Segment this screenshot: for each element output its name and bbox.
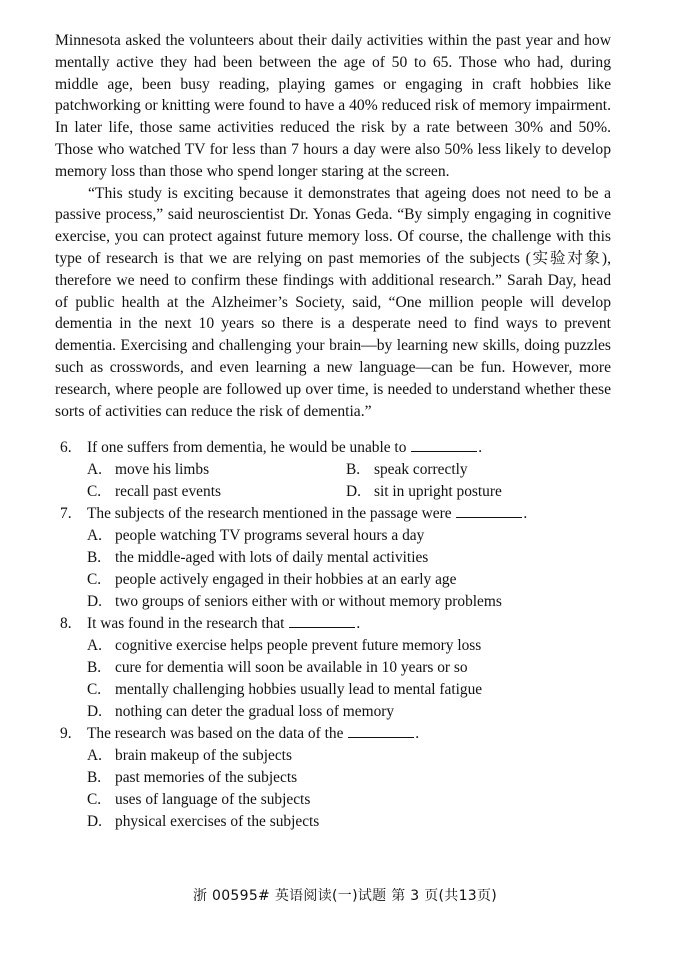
question-number: 8.: [60, 615, 72, 633]
page-footer: 浙 00595# 英语阅读(一)试题 第 3 页(共13页): [192, 888, 498, 904]
option-c: [87, 481, 346, 503]
option-text: cognitive exercise helps people prevent future memory loss: [115, 637, 482, 655]
option-text: two groups of seniors either with or without memory problems: [115, 593, 502, 611]
question-stem: [55, 437, 611, 459]
option-text: cure for dementia will soon be available in 10 years or so: [115, 659, 468, 677]
option-text: move his limbs: [115, 461, 210, 479]
option-letter: C.: [87, 791, 102, 809]
option-text: brain makeup of the subjects: [115, 747, 292, 765]
option-letter: D.: [87, 813, 102, 831]
option-b: [346, 459, 605, 481]
question-list: [55, 437, 611, 833]
question-8: [55, 613, 611, 723]
answer-blank: [289, 613, 355, 628]
passage-paragraph-2: “This study is exciting because it demonstrates that ageing does not need to be a passive process,” said neuroscientist Dr. Yonas Geda. “By simply engaging in cognitive exercise, you can protect against future memory loss. Of course, the challenge with this type of research is that we are relying on past memories of the subjects (实验对象), therefore we need to confirm these findings with additional research.” Sarah Day, head of public health at the Alzheimer’s Society, said, “One million people will develop dementia in the next 10 years so there is a desperate need to find ways to prevent dementia. Exercising and challenging your brain—by learning new skills, doing puzzles such as crosswords, and even learning a new language—can be fun. However, more research, where people are followed up over time, is needed to understand whether these sorts of activities can reduce the risk of dementia.”: [55, 184, 611, 420]
option-letter: B.: [87, 769, 102, 787]
question-text-end: .: [478, 439, 483, 457]
question-text-end: .: [415, 725, 420, 743]
option-a: [55, 635, 611, 657]
question-text-end: .: [523, 505, 528, 523]
option-c: [55, 679, 611, 701]
question-number: 9.: [60, 725, 72, 743]
answer-blank: [348, 723, 414, 738]
option-text: the middle-aged with lots of daily mental activities: [115, 549, 429, 567]
option-letter: C.: [87, 571, 102, 589]
option-letter: B.: [87, 549, 102, 567]
answer-blank: [456, 503, 522, 518]
question-stem: [55, 613, 611, 635]
option-c: [55, 789, 611, 811]
option-c: [55, 569, 611, 591]
question-number: 6.: [60, 439, 72, 457]
passage-paragraph-1: Minnesota asked the volunteers about their daily activities within the past year and how mentally active they had been between the age of 50 to 65. Those who had, during middle age, been busy reading, playing games or engaging in craft hobbies like patchworking or knitting were found to have a 40% reduced risk of memory impairment. In later life, those same activities reduced the risk by a rate between 30% and 50%. Those who watched TV for less than 7 hours a day were also 50% less likely to develop memory loss than those who spend longer staring at the screen.: [55, 32, 611, 180]
option-text: speak correctly: [374, 461, 468, 479]
option-text: nothing can deter the gradual loss of memory: [115, 703, 395, 721]
option-text: physical exercises of the subjects: [115, 813, 320, 831]
question-text: The subjects of the research mentioned in the passage were: [87, 505, 452, 523]
option-d: [55, 591, 611, 613]
option-text: sit in upright posture: [374, 483, 502, 501]
answer-blank: [411, 437, 477, 452]
option-a: [55, 525, 611, 547]
option-letter: C.: [87, 483, 102, 501]
question-text: If one suffers from dementia, he would be unable to: [87, 439, 407, 457]
question-9: [55, 723, 611, 833]
question-stem: [55, 503, 611, 525]
question-stem: [55, 723, 611, 745]
question-text-end: .: [356, 615, 361, 633]
option-text: people actively engaged in their hobbies at an early age: [115, 571, 457, 589]
option-row: [55, 459, 611, 481]
option-letter: D.: [87, 703, 102, 721]
option-letter: A.: [87, 747, 102, 765]
option-d: [55, 811, 611, 833]
option-d: [346, 481, 605, 503]
option-text: people watching TV programs several hours a day: [115, 527, 425, 545]
question-6: [55, 437, 611, 503]
option-d: [55, 701, 611, 723]
option-b: [55, 767, 611, 789]
option-letter: A.: [87, 461, 102, 479]
option-letter: D.: [87, 593, 102, 611]
option-letter: A.: [87, 637, 102, 655]
question-text: The research was based on the data of the: [87, 725, 344, 743]
option-text: mentally challenging hobbies usually lead to mental fatigue: [115, 681, 483, 699]
question-number: 7.: [60, 505, 72, 523]
exam-page: [55, 30, 611, 833]
option-letter: D.: [346, 483, 361, 501]
option-text: recall past events: [115, 483, 221, 501]
option-b: [55, 547, 611, 569]
option-letter: A.: [87, 527, 102, 545]
option-text: uses of language of the subjects: [115, 791, 311, 809]
question-7: [55, 503, 611, 613]
option-text: past memories of the subjects: [115, 769, 298, 787]
option-letter: B.: [87, 659, 102, 677]
option-a: [55, 745, 611, 767]
option-letter: B.: [346, 461, 361, 479]
option-a: [87, 459, 346, 481]
option-letter: C.: [87, 681, 102, 699]
question-text: It was found in the research that: [87, 615, 285, 633]
option-b: [55, 657, 611, 679]
option-row: [55, 481, 611, 503]
